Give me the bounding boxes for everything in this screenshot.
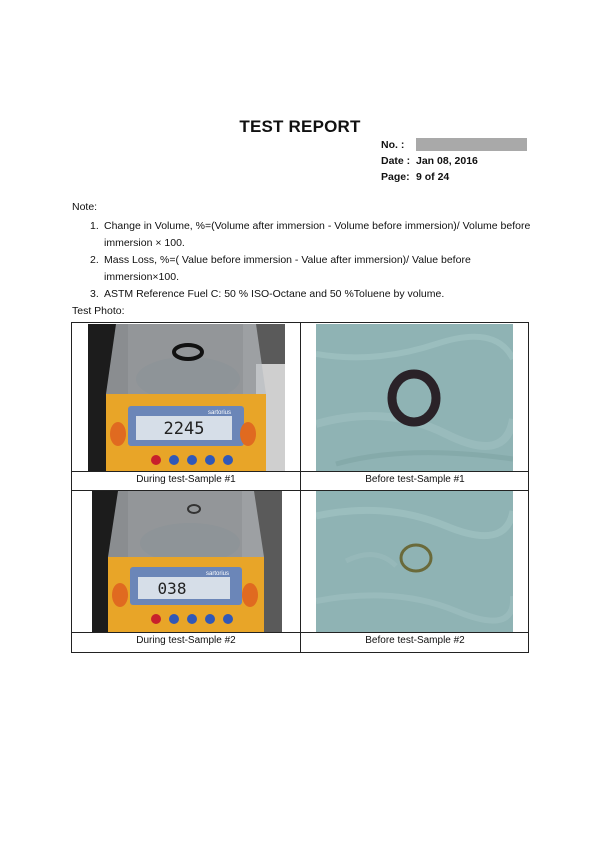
note-text: ASTM Reference Fuel C: 50 % ISO-Octane and 50 %Toluene by volume. bbox=[104, 288, 445, 300]
balance-display-reading: 2245 bbox=[163, 419, 205, 439]
note-item bbox=[90, 252, 540, 286]
balance-photo bbox=[92, 491, 282, 632]
report-page-label: Page: bbox=[381, 171, 410, 183]
report-page-value: 9 of 24 bbox=[416, 171, 450, 183]
report-page bbox=[381, 171, 450, 183]
report-number-label: No. : bbox=[381, 139, 405, 151]
grid-divider bbox=[300, 323, 301, 652]
note-item bbox=[90, 286, 540, 303]
note-number: 1. bbox=[90, 220, 99, 232]
note-text: Change in Volume, %=(Volume after immersion - Volume before immersion)/ Volume before immersion × 100. bbox=[104, 220, 531, 249]
ring-photo bbox=[316, 324, 513, 471]
photo-caption: During test-Sample #1 bbox=[136, 474, 236, 485]
photo-caption: During test-Sample #2 bbox=[136, 635, 236, 646]
photo-during-sample-2 bbox=[92, 491, 282, 632]
report-date bbox=[381, 155, 478, 167]
balance-brand: sartorius bbox=[206, 571, 230, 577]
report-date-value: Jan 08, 2016 bbox=[416, 155, 478, 167]
note-number: 3. bbox=[90, 288, 99, 300]
report-date-label: Date : bbox=[381, 155, 411, 167]
note-item bbox=[90, 218, 540, 252]
photo-caption: Before test-Sample #1 bbox=[365, 474, 465, 485]
balance-brand: sartorius bbox=[208, 410, 232, 416]
photo-caption: Before test-Sample #2 bbox=[365, 635, 465, 646]
test-photo-heading: Test Photo: bbox=[72, 305, 125, 317]
notes-list bbox=[90, 218, 540, 303]
note-number: 2. bbox=[90, 254, 99, 266]
photo-during-sample-1 bbox=[88, 324, 285, 471]
ring-photo bbox=[316, 491, 513, 632]
report-title: TEST REPORT bbox=[239, 117, 361, 136]
photo-grid bbox=[71, 322, 529, 653]
photo-before-sample-2 bbox=[316, 491, 513, 632]
balance-display-reading: 038 bbox=[157, 579, 187, 598]
balance-photo bbox=[88, 324, 285, 471]
report-number bbox=[381, 139, 404, 151]
grid-divider bbox=[72, 471, 528, 472]
redacted-report-number bbox=[416, 138, 527, 151]
note-text: Mass Loss, %=( Value before immersion - Value after immersion)/ Value before immersion×100. bbox=[104, 254, 471, 283]
notes-heading: Note: bbox=[72, 201, 98, 213]
grid-divider bbox=[72, 632, 528, 633]
photo-before-sample-1 bbox=[316, 324, 513, 471]
